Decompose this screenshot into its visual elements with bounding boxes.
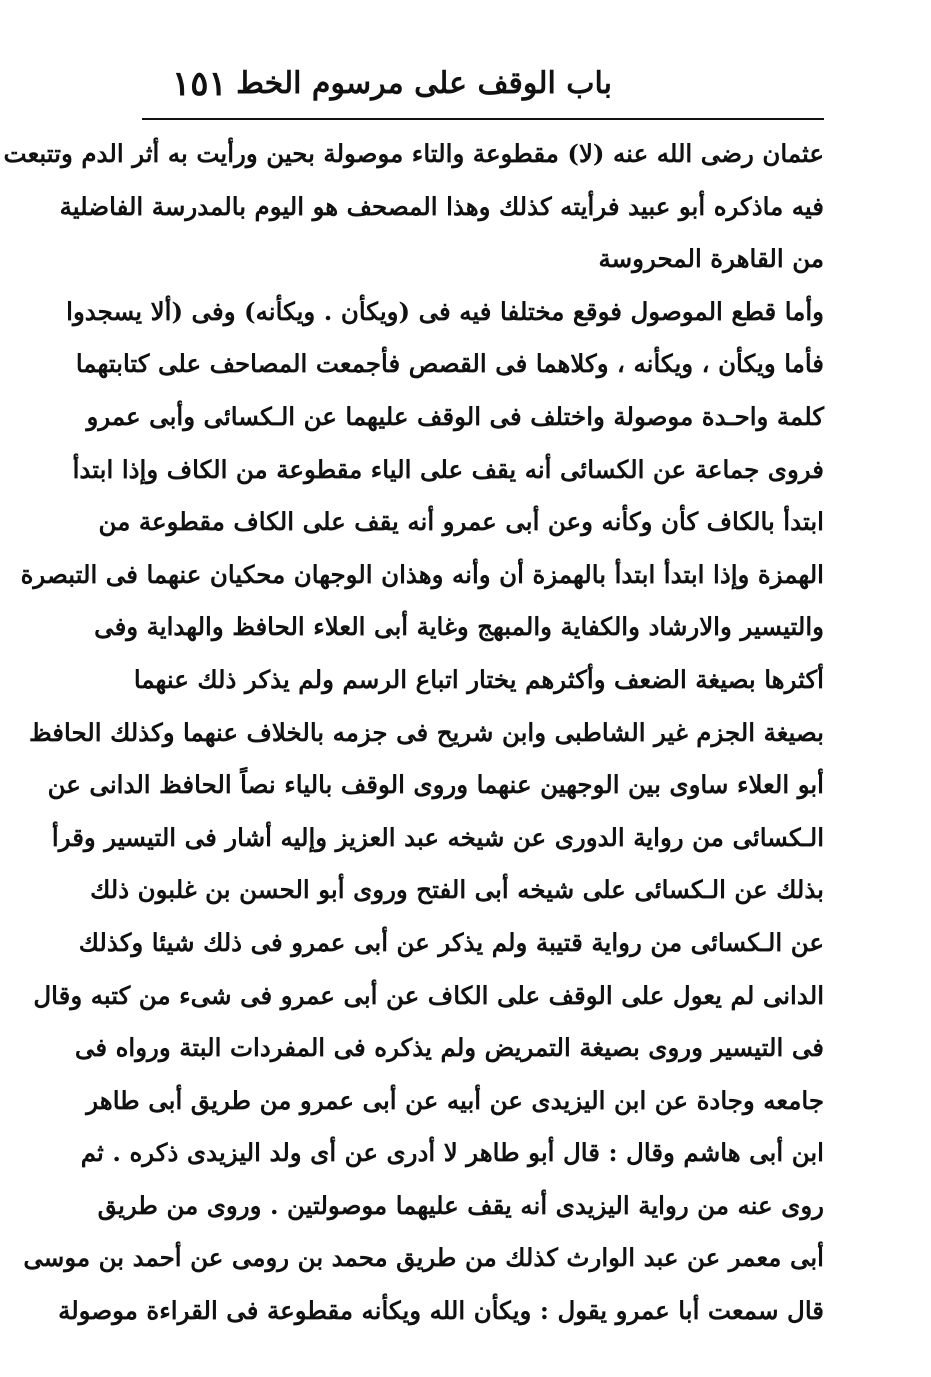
header-divider: [142, 118, 824, 120]
text-line: ابن أبى هاشم وقال : قال أبو طاهر لا أدرى عن أى ولد اليزيدى ذكره . ثم: [80, 1138, 824, 1168]
text-line: فروى جماعة عن الكسائى أنه يقف على الياء مقطوعة من الكاف وإذا ابتدأ: [72, 454, 824, 484]
text-line: كلمة واحـدة موصولة واختلف فى الوقف عليهما عن الـكسائى وأبى عمرو: [86, 401, 824, 431]
text-line: بصيغة الجزم غير الشاطبى وابن شريح فى جزمه بالخلاف عنهما وكذلك الحافظ: [29, 717, 824, 747]
text-line: الـكسائى من رواية الدورى عن شيخه عبد العزيز وإليه أشار فى التيسير وقرأ: [51, 822, 824, 852]
text-line: جامعه وجادة عن ابن اليزيدى عن أبيه عن أبى عمرو من طريق أبى طاهر: [86, 1085, 824, 1115]
text-line: فى التيسير وروى بصيغة التمريض ولم يذكره فى المفردات البتة ورواه فى: [74, 1033, 824, 1063]
text-line: وأما قطع الموصول فوقع مختلفا فيه فى (ويكأن . ويكأنه) وفى (ألا يسجدوا: [66, 296, 824, 326]
page-number: ١٥١: [172, 64, 227, 104]
text-line: أكثرها بصيغة الضعف وأكثرهم يختار اتباع الرسم ولم يذكر ذلك عنهما: [133, 664, 824, 694]
text-line: من القاهرة المحروسة: [598, 244, 824, 274]
text-line: والتيسير والارشاد والكفاية والمبهج وغاية أبى العلاء الحافظ والهداية وفى: [94, 612, 824, 642]
text-line: الهمزة وإذا ابتدأ ابتدأ بالهمزة أن وأنه وهذان الوجهان محكيان عنهما فى التبصرة: [20, 559, 824, 589]
text-line: الدانى لم يعول على الوقف على الكاف عن أبى عمرو فى شىء من كتبه وقال: [33, 980, 824, 1010]
text-line: عن الـكسائى من رواية قتيبة ولم يذكر عن أبى عمرو فى ذلك شيئا وكذلك: [78, 927, 824, 957]
text-line: فأما ويكأن ، ويكأنه ، وكلاهما فى القصص فأجمعت المصاحف على كتابتهما: [75, 349, 824, 379]
text-line: روى عنه من رواية اليزيدى أنه يقف عليهما موصولتين . وروى من طريق: [97, 1190, 824, 1220]
running-header: [142, 58, 822, 116]
text-line: فيه ماذكره أبو عبيد فرأيته كذلك وهذا المصحف هو اليوم بالمدرسة الفاضلية: [59, 191, 824, 221]
text-line: عثمان رضى الله عنه (لا) مقطوعة والتاء موصولة بحين ورأيت به أثر الدم وتتبعت: [3, 139, 824, 168]
text-line: قال سمعت أبا عمرو يقول : ويكأن الله ويكأنه مقطوعة فى القراءة موصولة: [58, 1296, 824, 1326]
text-line: ابتدأ بالكاف كأن وكأنه وعن أبى عمرو أنه يقف على الكاف مقطوعة من: [98, 507, 824, 537]
chapter-title: باب الوقف على مرسوم الخط: [236, 66, 612, 101]
text-line: أبى معمر عن عبد الوارث كذلك من طريق محمد بن رومى عن أحمد بن موسى: [23, 1243, 824, 1273]
text-line: أبو العلاء ساوى بين الوجهين عنهما وروى الوقف بالياء نصاً الحافظ الدانى عن: [47, 770, 824, 800]
text-line: بذلك عن الـكسائى على شيخه أبى الفتح وروى أبو الحسن بن غلبون ذلك: [90, 875, 824, 905]
body-text: [3, 128, 824, 1338]
